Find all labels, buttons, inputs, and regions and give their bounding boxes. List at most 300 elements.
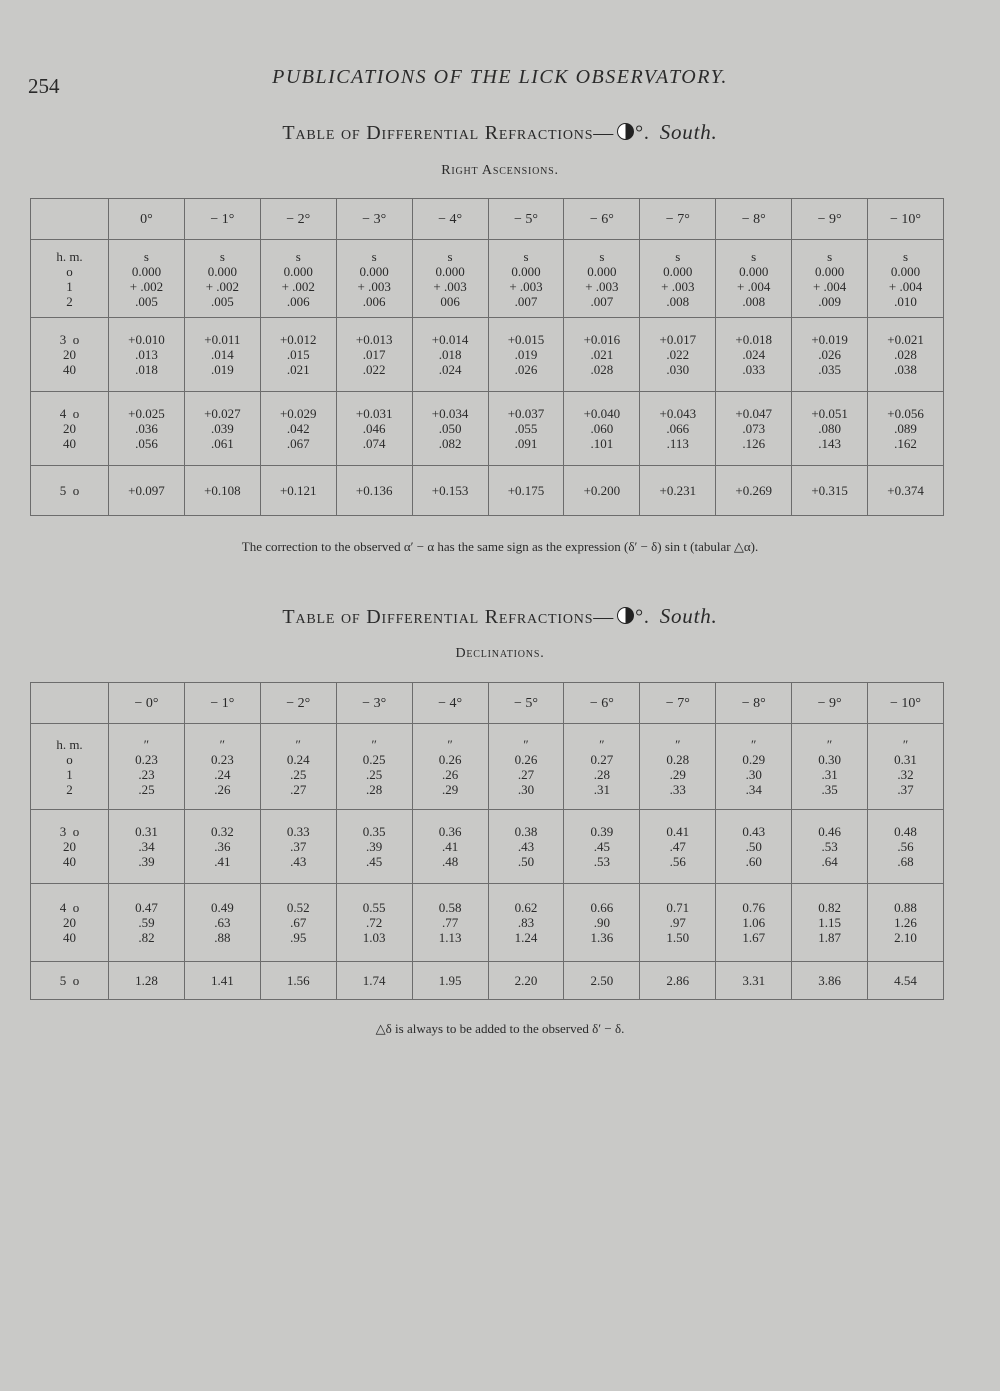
cell-line: +0.269 <box>735 483 772 498</box>
cell-line: 0.000 <box>131 263 162 279</box>
cell-line: .014 <box>210 347 234 362</box>
cell-line: 1.95 <box>438 973 462 988</box>
table2-title-suffix: °. <box>635 606 650 628</box>
cell-line: 0.38 <box>514 824 538 839</box>
cell-line: ″ <box>295 736 301 752</box>
table-cell <box>488 466 564 516</box>
cell-line: .90 <box>593 915 611 930</box>
cell-line: 006 <box>440 293 460 309</box>
cell-line: ″ <box>371 736 377 752</box>
row-label <box>31 240 109 318</box>
cell-line: .37 <box>897 781 914 797</box>
cell-line: +0.021 <box>887 332 924 347</box>
table-cell <box>184 884 260 962</box>
cell-line: +0.051 <box>811 406 848 421</box>
cell-line: 0.26 <box>438 751 462 767</box>
cell-line: 0.35 <box>362 824 386 839</box>
cell-line: 20 <box>63 347 76 362</box>
cell-line: ″ <box>902 736 909 752</box>
cell-line: 2.86 <box>666 973 690 988</box>
table-cell <box>336 810 412 884</box>
declination-table <box>30 682 944 1000</box>
table-cell <box>184 240 260 318</box>
cell-line: + .003 <box>509 278 543 294</box>
cell-line: .024 <box>742 347 766 362</box>
column-header: − 10° <box>868 199 944 240</box>
table2-footnote: △δ is always to be added to the observed δ′ − δ. <box>375 1021 625 1036</box>
cell-line: .018 <box>135 362 158 377</box>
moon-phase-icon <box>617 123 634 140</box>
cell-line: 1.67 <box>742 930 766 945</box>
cell-line: +0.040 <box>583 406 621 421</box>
cell-line: .41 <box>441 839 459 854</box>
table-cell <box>488 962 564 1000</box>
cell-line: 1.15 <box>818 915 841 930</box>
table1-subtitle: Right Ascensions. <box>441 163 559 178</box>
cell-line: 0.31 <box>135 824 158 839</box>
cell-line: .113 <box>666 436 689 451</box>
cell-line: .36 <box>214 839 231 854</box>
table-row <box>31 724 944 810</box>
cell-line: .033 <box>742 362 766 377</box>
cell-line: .080 <box>818 421 841 436</box>
cell-line: .26 <box>214 781 231 797</box>
cell-line: 0.000 <box>283 263 313 279</box>
table-cell <box>868 810 944 884</box>
cell-line: .050 <box>438 421 462 436</box>
cell-line: + .002 <box>205 278 240 294</box>
cell-line: 1.06 <box>742 915 766 930</box>
table-cell <box>868 240 944 318</box>
table-row <box>31 810 944 884</box>
table1-title-suffix: °. <box>635 122 650 144</box>
cell-line: .162 <box>894 436 917 451</box>
cell-line: .29 <box>441 781 459 797</box>
cell-line: 0.76 <box>742 900 766 915</box>
cell-line: .038 <box>894 362 917 377</box>
cell-line: .25 <box>366 766 383 782</box>
cell-line: 0.48 <box>894 824 917 839</box>
table-cell <box>868 724 944 810</box>
corner-cell <box>31 199 109 240</box>
cell-line: 1.03 <box>362 930 386 945</box>
cell-line: ″ <box>219 736 226 752</box>
row-label <box>31 392 109 466</box>
header-row <box>31 199 944 240</box>
cell-line: .060 <box>590 421 614 436</box>
cell-line: +0.031 <box>355 406 393 421</box>
cell-line: .34 <box>745 781 762 797</box>
table-cell <box>716 466 792 516</box>
cell-line: 0.000 <box>814 263 845 279</box>
cell-line: .039 <box>210 421 234 436</box>
table-cell <box>184 392 260 466</box>
cell-line: .006 <box>286 293 310 309</box>
cell-line: .022 <box>666 347 690 362</box>
table2-title-prefix: Table of Differential Refractions— <box>282 606 615 628</box>
cell-line: .72 <box>366 915 383 930</box>
cell-line: .31 <box>593 781 611 797</box>
cell-line: 2 <box>66 293 73 309</box>
cell-line: o <box>66 751 73 767</box>
cell-line: s <box>295 248 301 264</box>
row-label <box>31 318 109 392</box>
cell-line: .007 <box>514 293 538 309</box>
column-header: − 4° <box>412 683 488 724</box>
cell-line: .019 <box>514 347 538 362</box>
cell-line: .31 <box>821 766 838 782</box>
cell-line: .30 <box>745 766 762 782</box>
cell-line: .008 <box>742 293 766 309</box>
cell-line: .97 <box>669 915 686 930</box>
cell-line: + .003 <box>661 278 695 294</box>
cell-line: +0.027 <box>204 406 241 421</box>
column-header: − 3° <box>336 683 412 724</box>
cell-line: +0.014 <box>431 332 469 347</box>
table-cell <box>412 240 488 318</box>
row-label <box>31 810 109 884</box>
cell-line: s <box>903 248 909 264</box>
cell-line: 0.47 <box>135 900 158 915</box>
cell-line: +0.374 <box>887 483 924 498</box>
column-header: − 2° <box>260 683 336 724</box>
cell-line: .32 <box>897 766 914 782</box>
cell-line: +0.016 <box>583 332 621 347</box>
cell-line: +0.097 <box>128 483 165 498</box>
table-cell <box>412 318 488 392</box>
cell-line: .005 <box>135 293 158 309</box>
cell-line: 0.62 <box>514 900 538 915</box>
cell-line: 0.55 <box>362 900 386 915</box>
table-cell <box>260 240 336 318</box>
cell-line: 1.24 <box>514 930 538 945</box>
table-cell <box>716 962 792 1000</box>
cell-line: s <box>143 248 149 264</box>
column-header: − 5° <box>488 683 564 724</box>
cell-line: 20 <box>63 915 76 930</box>
column-header: − 6° <box>564 199 640 240</box>
table-cell <box>640 318 716 392</box>
table-cell <box>109 392 185 466</box>
cell-line: 0.36 <box>438 824 462 839</box>
table-cell <box>109 240 185 318</box>
cell-line: s <box>675 248 681 264</box>
table-cell <box>184 724 260 810</box>
cell-line: .073 <box>742 421 766 436</box>
cell-line: 1.13 <box>438 930 462 945</box>
cell-line: .26 <box>441 766 459 782</box>
table-row <box>31 240 944 318</box>
table-cell <box>564 962 640 1000</box>
cell-line: 0.000 <box>890 263 921 279</box>
cell-line: +0.034 <box>431 406 469 421</box>
cell-line: .23 <box>138 766 155 782</box>
cell-line: 0.000 <box>359 263 389 279</box>
cell-line: .089 <box>894 421 917 436</box>
column-header: − 2° <box>260 199 336 240</box>
cell-line: + .003 <box>357 278 391 294</box>
cell-line: o <box>66 263 73 279</box>
cell-line: +0.013 <box>355 332 393 347</box>
cell-line: .101 <box>590 436 614 451</box>
page-number: 254 <box>28 74 60 98</box>
cell-line: 1.50 <box>666 930 690 945</box>
table-cell <box>109 962 185 1000</box>
cell-line: .25 <box>290 766 307 782</box>
cell-line: ″ <box>143 736 150 752</box>
cell-line: + .003 <box>433 278 467 294</box>
table-cell <box>336 240 412 318</box>
table-cell <box>640 810 716 884</box>
cell-line: 0.24 <box>286 751 310 767</box>
cell-line: 40 <box>63 362 76 377</box>
cell-line: 2.50 <box>590 973 614 988</box>
cell-line: .43 <box>517 839 535 854</box>
cell-line: +0.047 <box>735 406 772 421</box>
cell-line: .042 <box>286 421 310 436</box>
cell-line: 0.58 <box>438 900 462 915</box>
table-row <box>31 392 944 466</box>
cell-line: 1.74 <box>362 973 386 988</box>
cell-line: .143 <box>818 436 841 451</box>
cell-line: 0.000 <box>587 263 617 279</box>
table-cell <box>336 962 412 1000</box>
cell-line: .39 <box>366 839 383 854</box>
cell-line: .056 <box>135 436 158 451</box>
cell-line: .47 <box>669 839 686 854</box>
cell-line: .005 <box>210 293 234 309</box>
table-cell <box>792 466 868 516</box>
cell-line: 1 <box>66 278 73 294</box>
table-cell <box>868 392 944 466</box>
cell-line: +0.025 <box>128 406 165 421</box>
table-cell <box>412 724 488 810</box>
cell-line: 0.41 <box>666 824 690 839</box>
cell-line: 5 o <box>59 973 80 988</box>
cell-line: 0.71 <box>666 900 690 915</box>
cell-line: s <box>751 248 757 264</box>
column-header: − 3° <box>336 199 412 240</box>
table-cell <box>488 318 564 392</box>
cell-line: ″ <box>523 736 529 752</box>
table-cell <box>336 724 412 810</box>
table-cell <box>716 392 792 466</box>
cell-line: ″ <box>447 736 453 752</box>
cell-line: 0.29 <box>742 751 766 767</box>
cell-line: .27 <box>517 766 535 782</box>
cell-line: 2.20 <box>514 973 538 988</box>
cell-line: 0.46 <box>818 824 841 839</box>
table-cell <box>260 466 336 516</box>
row-label <box>31 884 109 962</box>
cell-line: .026 <box>514 362 538 377</box>
cell-line: .64 <box>821 854 838 869</box>
table-row <box>31 884 944 962</box>
cell-line: .021 <box>286 362 310 377</box>
cell-line: 1.26 <box>894 915 917 930</box>
cell-line: s <box>523 248 529 264</box>
cell-line: +0.315 <box>811 483 848 498</box>
cell-line: +0.043 <box>659 406 697 421</box>
table-cell <box>716 724 792 810</box>
table-cell <box>792 810 868 884</box>
column-header: − 9° <box>792 199 868 240</box>
cell-line: .30 <box>517 781 535 797</box>
cell-line: .53 <box>821 839 838 854</box>
cell-line: +0.017 <box>659 332 697 347</box>
table-cell <box>109 724 185 810</box>
cell-line: +0.121 <box>279 483 317 498</box>
table-cell <box>184 810 260 884</box>
cell-line: 0.39 <box>590 824 614 839</box>
table-cell <box>336 318 412 392</box>
row-label <box>31 962 109 1000</box>
right-ascension-table <box>30 198 944 516</box>
table-cell <box>412 962 488 1000</box>
column-header: − 0° <box>109 683 185 724</box>
cell-line: 0.31 <box>894 751 917 767</box>
table-cell <box>564 318 640 392</box>
corner-cell <box>31 683 109 724</box>
cell-line: 0.52 <box>286 900 310 915</box>
cell-line: .019 <box>210 362 234 377</box>
table-cell <box>640 884 716 962</box>
cell-line: 0.33 <box>286 824 310 839</box>
table2-title <box>0 604 1000 629</box>
table1-title <box>0 120 1000 145</box>
cell-line: 0.23 <box>135 751 158 767</box>
table-cell <box>488 724 564 810</box>
cell-line: .091 <box>514 436 538 451</box>
cell-line: .95 <box>290 930 307 945</box>
cell-line: 0.66 <box>590 900 614 915</box>
table-cell <box>792 724 868 810</box>
table-cell <box>412 466 488 516</box>
running-head: PUBLICATIONS OF THE LICK OBSERVATORY. <box>272 66 728 88</box>
cell-line: .28 <box>593 766 611 782</box>
cell-line: .030 <box>666 362 690 377</box>
cell-line: +0.200 <box>583 483 621 498</box>
cell-line: .061 <box>210 436 234 451</box>
cell-line: 0.000 <box>739 263 769 279</box>
cell-line: + .004 <box>737 278 771 294</box>
table-cell <box>868 884 944 962</box>
table-cell <box>792 240 868 318</box>
cell-line: .50 <box>745 839 762 854</box>
cell-line: +0.015 <box>507 332 545 347</box>
column-header: − 4° <box>412 199 488 240</box>
table-cell <box>260 962 336 1000</box>
table-cell <box>564 466 640 516</box>
table-cell <box>640 240 716 318</box>
cell-line: 1.41 <box>210 973 234 988</box>
table-row <box>31 318 944 392</box>
cell-line: .028 <box>590 362 614 377</box>
cell-line: 0.000 <box>663 263 693 279</box>
cell-line: .56 <box>897 839 914 854</box>
cell-line: .036 <box>135 421 158 436</box>
cell-line: s <box>371 248 377 264</box>
table-cell <box>336 466 412 516</box>
cell-line: .28 <box>366 781 383 797</box>
table-cell <box>716 810 792 884</box>
table-cell <box>640 392 716 466</box>
cell-line: 1.28 <box>135 973 158 988</box>
cell-line: +0.108 <box>204 483 241 498</box>
cell-line: 0.000 <box>511 263 541 279</box>
cell-line: .35 <box>821 781 838 797</box>
table-cell <box>260 318 336 392</box>
table-cell <box>792 962 868 1000</box>
cell-line: .046 <box>362 421 386 436</box>
table-cell <box>336 884 412 962</box>
table-cell <box>260 724 336 810</box>
table-cell <box>640 466 716 516</box>
cell-line: .015 <box>286 347 310 362</box>
cell-line: .68 <box>897 854 914 869</box>
cell-line: .022 <box>362 362 386 377</box>
cell-line: .24 <box>214 766 231 782</box>
table-cell <box>868 318 944 392</box>
table-cell <box>412 392 488 466</box>
cell-line: 40 <box>63 436 76 451</box>
cell-line: .021 <box>590 347 614 362</box>
cell-line: +0.029 <box>279 406 317 421</box>
cell-line: 0.30 <box>818 751 841 767</box>
table2-title-south: South. <box>659 604 718 628</box>
cell-line: 0.23 <box>210 751 234 767</box>
cell-line: 0.26 <box>514 751 538 767</box>
table-cell <box>564 810 640 884</box>
table-cell <box>109 318 185 392</box>
cell-line: 20 <box>63 839 76 854</box>
cell-line: .48 <box>441 854 459 869</box>
cell-line: +0.056 <box>887 406 924 421</box>
cell-line: s <box>219 248 225 264</box>
cell-line: .33 <box>669 781 686 797</box>
table-row <box>31 466 944 516</box>
table-row <box>31 962 944 1000</box>
cell-line: 0.88 <box>894 900 917 915</box>
cell-line: +0.018 <box>735 332 772 347</box>
cell-line: .63 <box>214 915 231 930</box>
cell-line: ″ <box>599 736 605 752</box>
cell-line: 3 o <box>59 332 80 347</box>
cell-line: .026 <box>818 347 841 362</box>
table-cell <box>109 466 185 516</box>
cell-line: .27 <box>290 781 307 797</box>
row-label <box>31 724 109 810</box>
table-cell <box>640 724 716 810</box>
cell-line: .028 <box>894 347 917 362</box>
column-header: − 7° <box>640 683 716 724</box>
table1-title-prefix: Table of Differential Refractions— <box>282 122 615 144</box>
table-cell <box>336 392 412 466</box>
cell-line: 1.87 <box>818 930 841 945</box>
cell-line: .67 <box>290 915 307 930</box>
cell-line: +0.019 <box>811 332 848 347</box>
cell-line: .39 <box>138 854 155 869</box>
cell-line: 2 <box>66 781 73 797</box>
cell-line: +0.231 <box>659 483 697 498</box>
cell-line: .035 <box>818 362 841 377</box>
cell-line: 4 o <box>59 900 80 915</box>
cell-line: .010 <box>894 293 917 309</box>
table1-footnote: The correction to the observed α′ − α has the same sign as the expression (δ′ − δ) sin t (tabular △α). <box>241 539 759 554</box>
column-header: − 8° <box>716 199 792 240</box>
table2-subtitle: Declinations. <box>455 646 545 661</box>
table-cell <box>716 884 792 962</box>
